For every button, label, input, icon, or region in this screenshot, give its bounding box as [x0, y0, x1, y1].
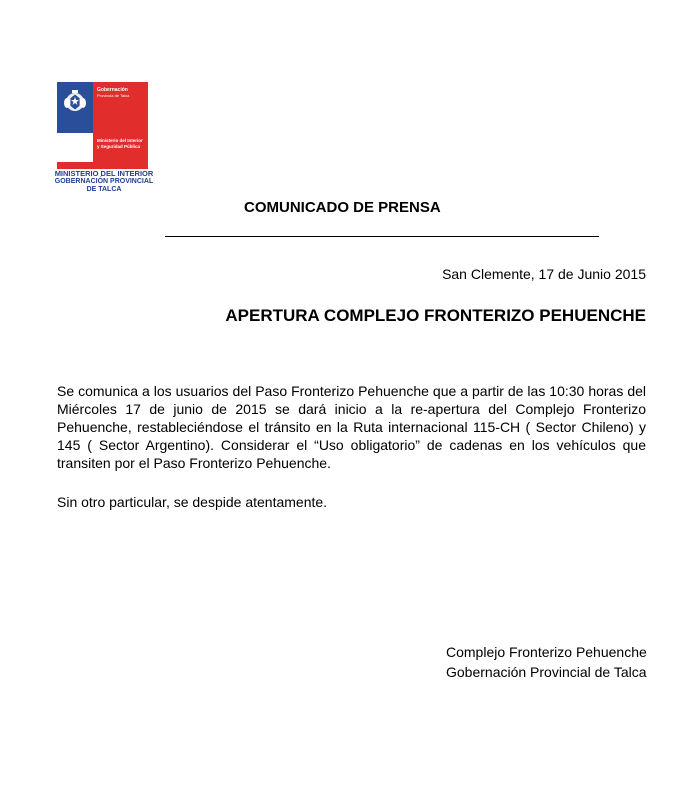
logo-flag [57, 82, 148, 169]
government-logo [54, 82, 154, 194]
press-release-title: COMUNICADO DE PRENSA [244, 199, 441, 216]
body-paragraph: Se comunica a los usuarios del Paso Fronterizo Pehuenche que a partir de las 10:30 horas del Miércoles 17 de junio de 2015 se dará inicio a la re-apertura del Complejo Fronterizo Pehuenche, restableciéndose el tránsito en la Ruta internacional 115-CH ( Sector Chileno) y 145 ( Sector Argentino). Considerar el “Uso obligatorio” de cadenas en los vehículos que transiten por el Paso Fronterizo Pehuenche. [57, 383, 646, 471]
flag-subtitle: Provincia de Talca [97, 93, 130, 98]
flag-title: Gobernación [97, 87, 128, 93]
headline: APERTURA COMPLEJO FRONTERIZO PEHUENCHE [225, 306, 646, 325]
title-divider [165, 236, 599, 237]
signature-line-1: Complejo Fronterizo Pehuenche [446, 644, 647, 660]
closing-line: Sin otro particular, se despide atentamente. [57, 494, 328, 510]
signature-block [446, 642, 647, 682]
logo-caption-line2: GOBERNACIÓN PROVINCIAL [54, 178, 154, 185]
signature-line-2: Gobernación Provincial de Talca [446, 664, 647, 680]
date-line: San Clemente, 17 de Junio 2015 [442, 266, 646, 282]
logo-caption-line3: DE TALCA [86, 186, 122, 193]
coat-of-arms-icon [60, 86, 90, 116]
flag-bottom-stripe [57, 162, 148, 169]
flag-ministry: Ministerio del Interior y Seguridad Pública [97, 138, 143, 149]
logo-caption [54, 170, 154, 194]
logo-caption-line1: MINISTERIO DEL INTERIOR [54, 169, 154, 178]
